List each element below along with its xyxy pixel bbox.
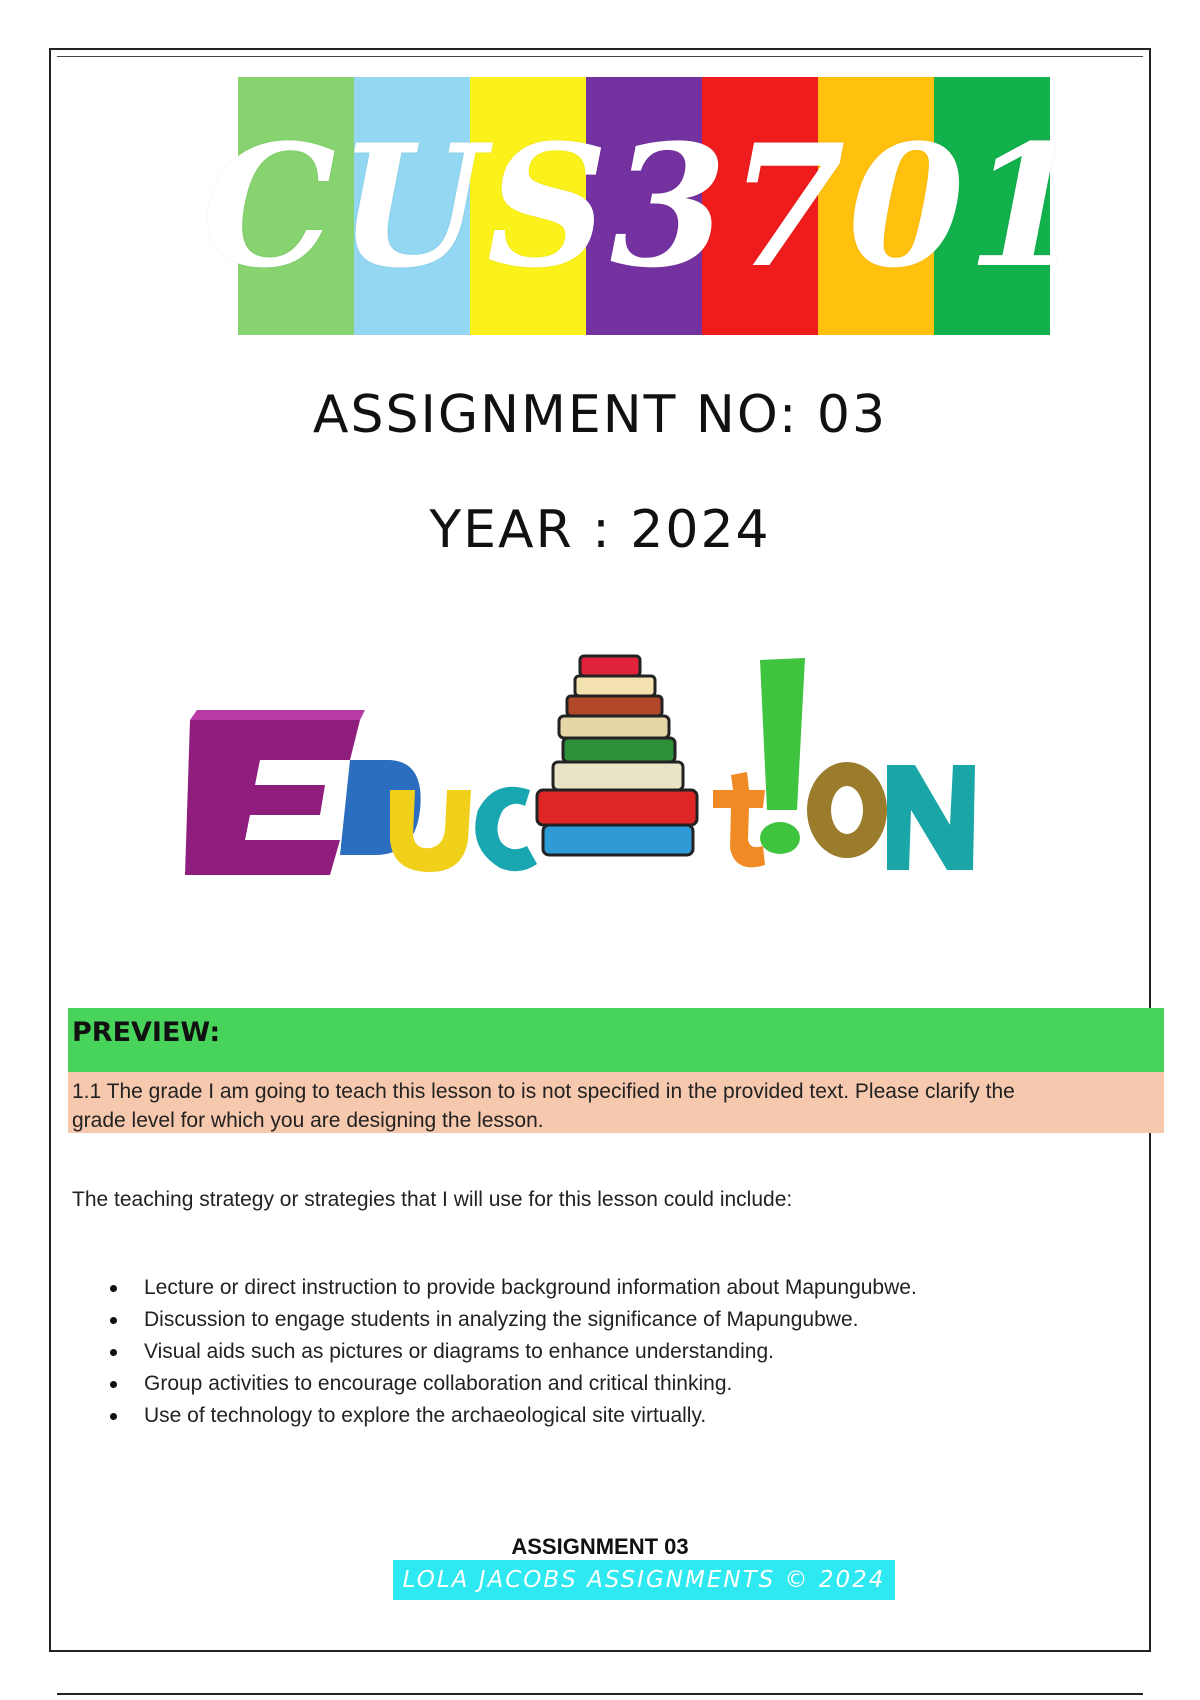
footer-title [0,1534,1200,1560]
preview-label: PREVIEW: [72,1017,221,1048]
letter-e-graphic [185,710,365,875]
strategy-intro: The teaching strategy or strategies that I will use for this lesson could include: [72,1188,793,1211]
strategy-list [110,1272,917,1432]
preview-line-2: grade level for which you are designing the lesson. [72,1109,544,1132]
footer-title-text: ASSIGNMENT 03 [511,1534,689,1559]
assignment-year: YEAR : 2024 [429,500,771,560]
copyright-badge: LOLA JACOBS ASSIGNMENTS © 2024 [393,1560,895,1600]
list-item: Lecture or direct instruction to provide background information about Mapungubwe. [110,1272,917,1304]
list-item: Use of technology to explore the archaeological site virtually. [110,1400,917,1432]
preview-heading-bar [68,1008,1164,1072]
education-books-icon [175,650,1055,900]
list-item: Discussion to engage students in analyzing the significance of Mapungubwe. [110,1304,917,1336]
frame-inner-rule [57,56,1143,57]
assignment-number: ASSIGNMENT NO: 03 [312,385,888,445]
books-stack-graphic [537,656,697,855]
list-item: Group activities to encourage collaboration and critical thinking. [110,1368,917,1400]
page-bottom-rule [57,1693,1143,1695]
list-item: Visual aids such as pictures or diagrams to enhance understanding. [110,1336,917,1368]
preview-highlight [68,1072,1164,1133]
course-code: CUS3701 [202,107,1086,305]
preview-line-1: 1.1 The grade I am going to teach this lesson to is not specified in the provided text. Please clarify the [72,1080,1015,1103]
